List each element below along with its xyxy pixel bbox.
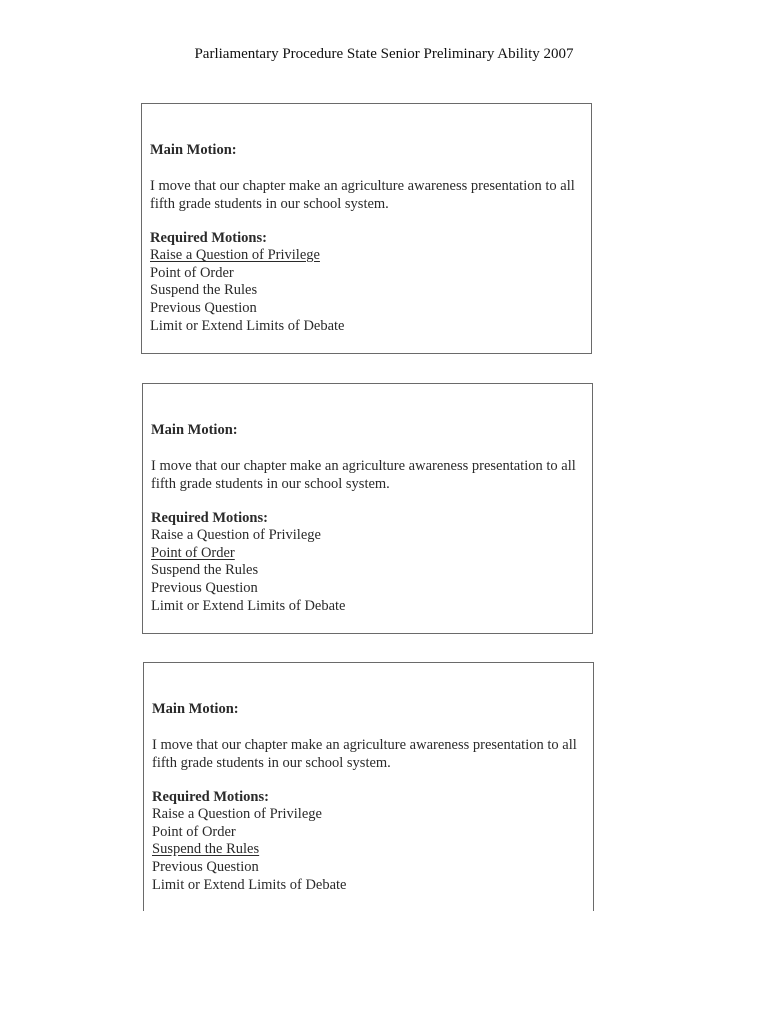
required-motion-item: Point of Order [150, 264, 234, 281]
main-motion-text: I move that our chapter make an agriculture awareness presentation to all fifth grade students in our school system. [152, 736, 577, 771]
motion-card [141, 103, 592, 354]
main-motion-heading: Main Motion: [152, 701, 239, 717]
required-motion-item: Limit or Extend Limits of Debate [152, 876, 347, 893]
required-motions-heading: Required Motions: [151, 509, 268, 526]
required-motion-item: Suspend the Rules [150, 282, 258, 299]
required-motions-list [152, 806, 585, 895]
required-motion-item: Previous Question [150, 300, 257, 317]
main-motion-heading: Main Motion: [151, 422, 238, 438]
required-motion-item: Previous Question [151, 580, 258, 597]
required-motions-list [151, 527, 584, 616]
main-motion-heading: Main Motion: [150, 142, 237, 158]
required-motion-item: Suspend the Rules [151, 562, 259, 579]
required-motion-item: Raise a Question of Privilege [152, 806, 322, 822]
main-motion-text: I move that our chapter make an agriculture awareness presentation to all fifth grade students in our school system. [151, 457, 576, 492]
required-motions-list [150, 247, 583, 336]
required-motions-heading: Required Motions: [150, 229, 267, 246]
required-motion-item: Raise a Question of Privilege [151, 527, 321, 543]
required-motion-item: Limit or Extend Limits of Debate [151, 597, 346, 614]
motion-card [142, 383, 593, 634]
required-motion-item: Point of Order [151, 544, 235, 561]
page-title: Parliamentary Procedure State Senior Preliminary Ability 2007 [194, 46, 574, 62]
main-motion-text: I move that our chapter make an agriculture awareness presentation to all fifth grade students in our school system. [150, 177, 575, 212]
required-motion-item: Suspend the Rules [152, 841, 260, 858]
required-motions-heading: Required Motions: [152, 788, 269, 805]
required-motion-item: Raise a Question of Privilege [150, 247, 320, 263]
required-motion-item: Limit or Extend Limits of Debate [150, 317, 345, 334]
motion-card [143, 662, 594, 911]
required-motion-item: Point of Order [152, 823, 236, 840]
required-motion-item: Previous Question [152, 859, 259, 876]
